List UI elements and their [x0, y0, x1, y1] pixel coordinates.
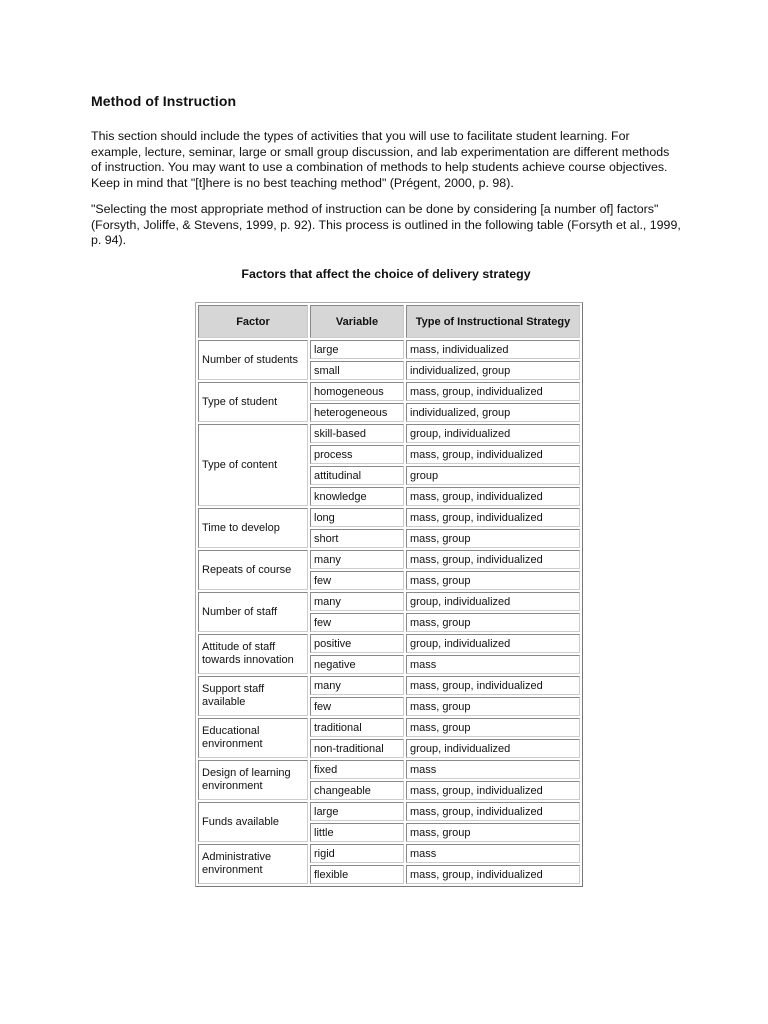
strategy-cell: mass, group: [406, 697, 580, 716]
table-row: [198, 718, 580, 737]
variable-cell: few: [310, 571, 404, 590]
variable-cell: changeable: [310, 781, 404, 800]
factor-cell: Attitude of staff towards innovation: [198, 634, 308, 674]
variable-cell: many: [310, 550, 404, 569]
table-row: [198, 550, 580, 569]
variable-cell: negative: [310, 655, 404, 674]
factor-cell: Type of content: [198, 424, 308, 506]
strategy-cell: mass: [406, 655, 580, 674]
variable-cell: small: [310, 361, 404, 380]
factor-cell: Number of staff: [198, 592, 308, 632]
strategy-cell: individualized, group: [406, 403, 580, 422]
strategy-cell: mass: [406, 844, 580, 863]
table-row: [198, 760, 580, 779]
header-strategy: Type of Instructional Strategy: [406, 305, 580, 338]
variable-cell: traditional: [310, 718, 404, 737]
table-row: [198, 634, 580, 653]
variable-cell: large: [310, 802, 404, 821]
factor-cell: Type of student: [198, 382, 308, 422]
variable-cell: short: [310, 529, 404, 548]
table-row: [198, 676, 580, 695]
strategy-cell: mass, group, individualized: [406, 676, 580, 695]
strategy-cell: mass, group: [406, 529, 580, 548]
page-title: Method of Instruction: [91, 93, 237, 109]
variable-cell: rigid: [310, 844, 404, 863]
strategy-cell: group, individualized: [406, 424, 580, 443]
factor-cell: Support staff available: [198, 676, 308, 716]
table-row: [198, 508, 580, 527]
variable-cell: large: [310, 340, 404, 359]
variable-cell: skill-based: [310, 424, 404, 443]
header-variable: Variable: [310, 305, 404, 338]
strategy-cell: group, individualized: [406, 634, 580, 653]
table-row: [198, 844, 580, 863]
variable-cell: positive: [310, 634, 404, 653]
table-row: [198, 802, 580, 821]
strategy-cell: group, individualized: [406, 592, 580, 611]
variable-cell: few: [310, 613, 404, 632]
factor-cell: Repeats of course: [198, 550, 308, 590]
strategy-cell: mass, group: [406, 823, 580, 842]
variable-cell: knowledge: [310, 487, 404, 506]
variable-cell: long: [310, 508, 404, 527]
strategy-cell: mass, group, individualized: [406, 781, 580, 800]
strategy-cell: mass, individualized: [406, 340, 580, 359]
factor-cell: Design of learning environment: [198, 760, 308, 800]
citation-paragraph: "Selecting the most appropriate method of instruction can be done by considering [a number of] factors" (Forsyth, Joliffe, & Stevens, 1999, p. 92). This process is outlined in the following table (Forsyth et al., 1999, p. 94).: [91, 202, 681, 247]
strategy-cell: mass, group, individualized: [406, 445, 580, 464]
variable-cell: homogeneous: [310, 382, 404, 401]
strategy-cell: mass, group, individualized: [406, 487, 580, 506]
variable-cell: attitudinal: [310, 466, 404, 485]
table-row: [198, 382, 580, 401]
document-page: [91, 93, 681, 881]
strategy-cell: mass, group, individualized: [406, 550, 580, 569]
factor-cell: Funds available: [198, 802, 308, 842]
variable-cell: flexible: [310, 865, 404, 884]
strategy-cell: mass: [406, 760, 580, 779]
table-header-row: [198, 305, 580, 338]
variable-cell: fixed: [310, 760, 404, 779]
table-row: [198, 340, 580, 359]
strategy-cell: mass, group: [406, 718, 580, 737]
factor-cell: Time to develop: [198, 508, 308, 548]
table-row: [198, 592, 580, 611]
variable-cell: heterogeneous: [310, 403, 404, 422]
factor-cell: Number of students: [198, 340, 308, 380]
variable-cell: process: [310, 445, 404, 464]
header-factor: Factor: [198, 305, 308, 338]
table-row: [198, 424, 580, 443]
delivery-strategy-table: [195, 302, 583, 887]
variable-cell: little: [310, 823, 404, 842]
strategy-cell: mass, group, individualized: [406, 865, 580, 884]
strategy-cell: mass, group: [406, 571, 580, 590]
strategy-cell: group, individualized: [406, 739, 580, 758]
variable-cell: few: [310, 697, 404, 716]
strategy-cell: individualized, group: [406, 361, 580, 380]
table-caption: Factors that affect the choice of delivery strategy: [241, 267, 531, 281]
strategy-cell: mass, group, individualized: [406, 382, 580, 401]
factor-cell: Educational environment: [198, 718, 308, 758]
strategy-cell: mass, group: [406, 613, 580, 632]
strategy-cell: mass, group, individualized: [406, 802, 580, 821]
variable-cell: many: [310, 592, 404, 611]
intro-paragraph: This section should include the types of activities that you will use to facilitate student learning. For example, lecture, seminar, large or small group discussion, and lab experimentation are different methods of instruction. You may want to use a combination of methods to help students achieve course objectives. Keep in mind that "[t]here is no best teaching method" (Prégent, 2000, p. 98).: [91, 129, 670, 190]
strategy-cell: mass, group, individualized: [406, 508, 580, 527]
variable-cell: many: [310, 676, 404, 695]
factor-cell: Administrative environment: [198, 844, 308, 884]
variable-cell: non-traditional: [310, 739, 404, 758]
strategy-cell: group: [406, 466, 580, 485]
